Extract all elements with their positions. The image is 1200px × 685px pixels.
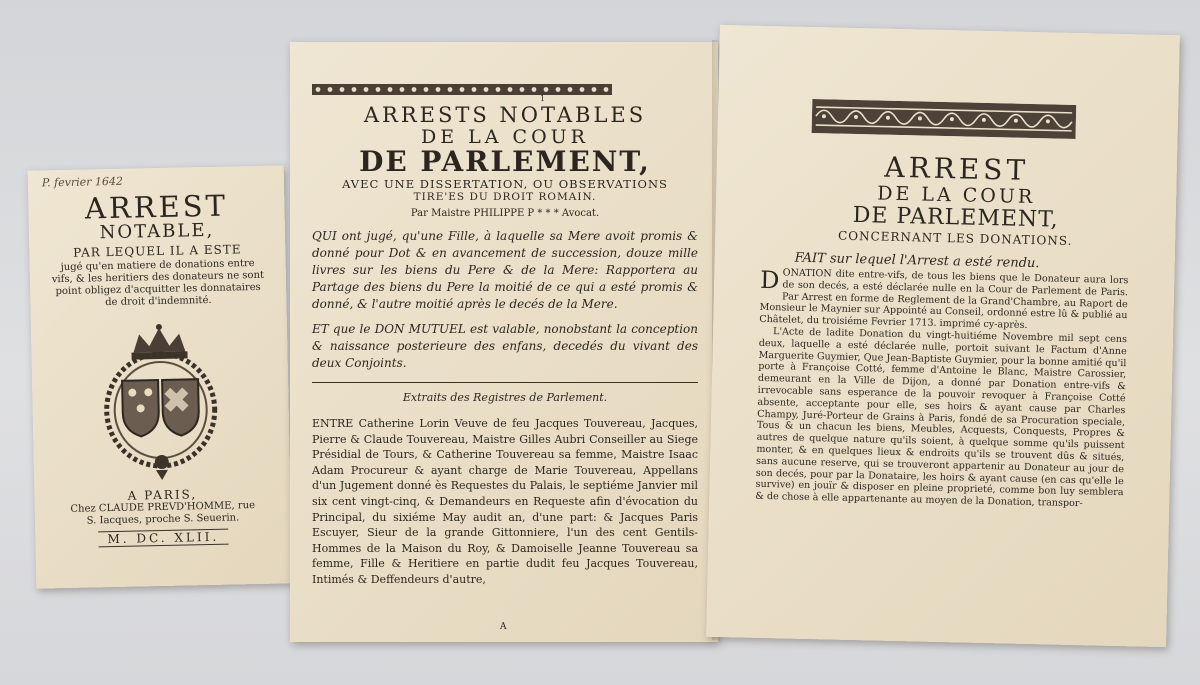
ornament-headpiece-icon: [812, 99, 1077, 139]
right-page: [706, 25, 1180, 647]
booklet-title-page: [28, 165, 293, 588]
royal-arms-woodcut-icon: [99, 321, 222, 483]
booklet-title: ARREST: [84, 188, 229, 226]
heading-de-la-cour: DE LA COUR: [876, 182, 1036, 209]
divider: [312, 382, 698, 383]
body-text: ENTRE Catherine Lorin Veuve de feu Jacques Touvereau, Jacques, Pierre & Claude Touvereau, Maistre Gilles Aubri Conseiller au Siege Présidial de Tours, & Catherine Touvereau sa femme, Maistre Isaac Adam Procureur & ayant charge de Marie Touvereau, Appellans d'un Jugement donné ès Requestes du Palais, le septiéme Janvier mil six cent vingt-cinq, & Demandeurs en Requeste afin d'évocation du Principal, du sixiéme May audit an, d'une part: & Jacques Paris Escuyer, Sieur de la grande Gittonniere, l'un des cent Gentils-Hommes de la Maison du Roy, & Damoiselle Jeanne Touvereau sa femme, Fille & Heritiere en partie dudit feu Jacques Touvereau, Intimés & Deffendeurs d'autre,: [312, 417, 698, 586]
author-line: Par Maistre PHILIPPE P * * * Avocat.: [410, 208, 600, 219]
middle-page: [290, 42, 718, 642]
handwritten-annotation: P. fevrier 1642: [41, 174, 124, 190]
heading-de-parlement: DE PARLEMENT,: [359, 145, 651, 178]
heading-de-parlement: DE PARLEMENT,: [852, 202, 1059, 233]
imprint-date: M. DC. XLII.: [98, 529, 228, 548]
imprint-line2: S. Iacques, proche S. Seuerin.: [86, 512, 240, 527]
page-number: 1: [540, 94, 546, 103]
heading-droit-romain: TIRE'ES DU DROIT ROMAIN.: [413, 191, 597, 203]
imprint-line1: Chez CLAUDE PREVD'HOMME, rue: [70, 500, 256, 515]
body-paragraph-2: L'Acte de ladite Donation du vingt-huitiéme Novembre mil sept cens deux, laquelle a esté déclarée nulle, portoit suivant le Factum d'Anne Marguerite Guymier, Que Jean-Baptiste Guymier, pour la bonne amitié qu'il porte à Françoise Cotté, femme d'Antoine le Blanc, Maistre Carossier, demeurant en la Ville de Dijon, a donné par Donation entre-vifs & irrevocable sans esperance de la pouvoir revoquer à Françoise Cotté absente, acceptante pour elle, ses hoirs & ayant cause par Charles Champy, Juré-Porteur de Grains à Paris, fondé de sa Procuration speciale, Tous & un chacun les biens, Meubles, Acquests, Conquests, Propres & autres de quelque nature qu'ils soient, à quelque somme qu'ils puissent monter, & en quelques lieux & endroits qu'ils se trouvent dûs & situés, sans aucune reserve, qui se trouveront appartenir au Donateur au jour de son decés, pour par la Donataire, les hoirs & ayant cause (en cas qu'elle le survive) en jouïr & disposer en pleine proprieté, comme bon luy semblera & de chose à elle appartenante au moyen de la Donation, transpor-: [755, 326, 1128, 510]
heading-arrest: ARREST: [884, 150, 1030, 187]
extract-title: Extraits des Registres de Parlement.: [402, 391, 608, 404]
heading-dissertation: AVEC UNE DISSERTATION, OU OBSERVATIONS: [342, 177, 668, 191]
heading-donations: CONCERNANT LES DONATIONS.: [837, 228, 1073, 248]
imprint-city: A PARIS,: [127, 487, 198, 503]
summary-paragraph-1: QUI ont jugé, qu'une Fille, à laquelle sa Mere avoit promis & donné pour Dot & en avancement de succession, douze mille livres sur les biens du Pere & de la Mere: Rapportera au Partage des biens du Pere la moitié de ce qui a esté promis & donné, & l'autre moitié après le decés de la Mere.: [312, 229, 698, 311]
fait-line: FAIT sur lequel l'Arrest a esté rendu.: [794, 250, 1040, 272]
booklet-line3: PAR LEQUEL IL A ESTE: [72, 242, 242, 260]
body-paragraph-1-text: ONATION dite entre-vifs, de tous les biens que le Donateur aura lors de son decés, a esté déclarée nulle en la Cour de Parlement de Paris. Par Arrest en forme de Reglement de la Grand'Chambre, au Raport de Monsieur le Maynier sur Appointé au Conseil, ordonné estre lû & publié au Châtelet, du troisiéme Fevrier 1713. imprimé cy-après.: [759, 267, 1129, 332]
booklet-body: jugé qu'en matiere de donations entre vifs, & les heritiers des donateurs ne sont point obligez d'acquitter les donnataires de droit d'indemnité.: [51, 257, 265, 309]
ornament-band-icon: [312, 84, 612, 95]
booklet-subtitle: NOTABLE,: [99, 219, 215, 244]
drop-cap: D: [759, 265, 780, 295]
summary-paragraph-2: ET que le DON MUTUEL est valable, nonobstant la conception & naissance posterieure des enfans, decedés du vivant des deux Conjoints.: [312, 322, 698, 370]
signature-mark: A: [500, 622, 507, 632]
heading-arrests-notables: ARRESTS NOTABLES: [363, 103, 647, 127]
heading-de-la-cour: DE LA COUR: [421, 126, 589, 148]
body-paragraph-1: [759, 267, 1128, 334]
